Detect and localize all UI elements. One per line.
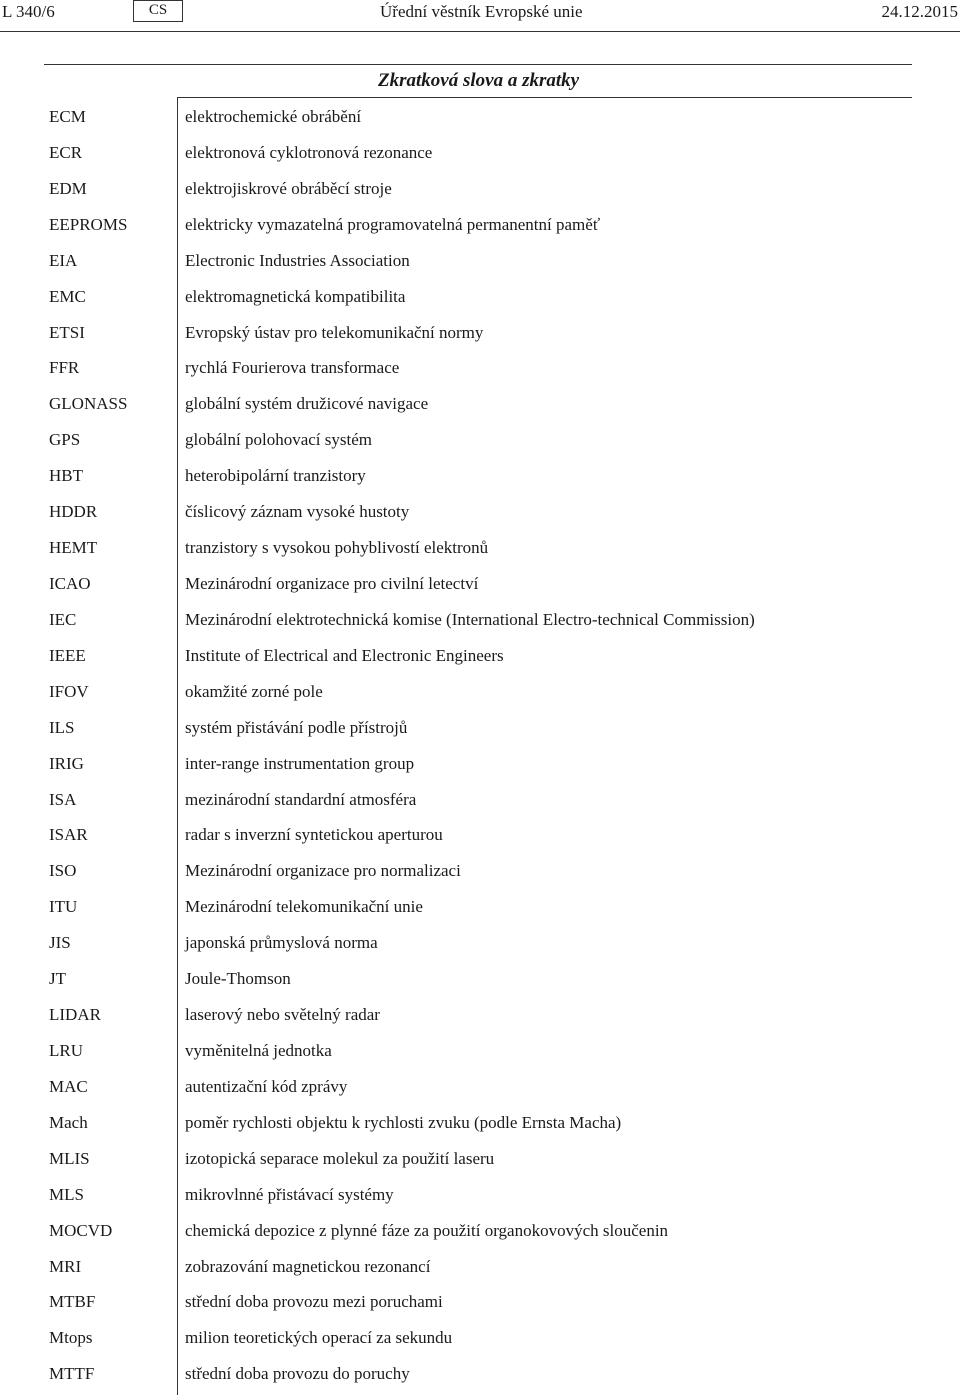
definition: číslicový záznam vysoké hustoty <box>185 502 410 522</box>
abbreviation: HBT <box>49 466 83 486</box>
definition: inter-range instrumentation group <box>185 753 415 773</box>
abbreviation: MAC <box>49 1076 88 1096</box>
abbreviation-table <box>0 99 960 1392</box>
definition: elektrojiskrové obráběcí stroje <box>185 178 392 198</box>
definition: elektrochemické obrábění <box>185 107 362 126</box>
table-row <box>0 602 960 638</box>
table-row <box>0 710 960 746</box>
table-row <box>0 1105 960 1141</box>
abbreviation: ETSI <box>49 322 85 342</box>
definition: globální polohovací systém <box>185 430 372 450</box>
abbreviation: ECM <box>49 107 86 126</box>
table-row <box>0 1356 960 1392</box>
table-row <box>0 1213 960 1249</box>
abbreviation: EEPROMS <box>49 214 128 234</box>
definition: střední doba provozu do poruchy <box>185 1364 410 1384</box>
table-row <box>0 638 960 674</box>
abbreviation: LRU <box>49 1040 83 1060</box>
definition: elektronová cyklotronová rezonance <box>185 142 433 162</box>
table-row <box>0 1141 960 1177</box>
definition: Electronic Industries Association <box>185 250 410 270</box>
table-row <box>0 207 960 243</box>
abbreviation: MTTF <box>49 1364 95 1384</box>
title-divider <box>177 97 912 98</box>
table-row <box>0 925 960 961</box>
abbreviation: ISA <box>49 789 77 809</box>
abbreviation: FFR <box>49 358 80 378</box>
abbreviation: JT <box>49 969 66 989</box>
table-row <box>0 1069 960 1105</box>
definition: globální systém družicové navigace <box>185 394 429 414</box>
definition: japonská průmyslová norma <box>185 933 378 953</box>
definition: systém přistávání podle přístrojů <box>185 717 408 737</box>
abbreviation: Mtops <box>49 1328 93 1348</box>
abbreviation: IEEE <box>49 645 86 665</box>
definition: Institute of Electrical and Electronic Engineers <box>185 645 504 665</box>
table-row <box>0 817 960 853</box>
abbreviation: IEC <box>49 609 77 629</box>
table-row <box>0 1249 960 1285</box>
table-row <box>0 458 960 494</box>
definition: poměr rychlosti objektu k rychlosti zvuku (podle Ernsta Macha) <box>185 1112 622 1132</box>
definition: střední doba provozu mezi poruchami <box>185 1292 443 1312</box>
abbreviation: ISAR <box>49 825 88 845</box>
definition: mikrovlnné přistávací systémy <box>185 1184 394 1204</box>
table-row <box>0 1320 960 1356</box>
abbreviation: MLIS <box>49 1148 90 1168</box>
table-row <box>0 494 960 530</box>
table-row <box>0 782 960 818</box>
page-header <box>0 0 960 34</box>
table-row <box>0 386 960 422</box>
definition: tranzistory s vysokou pohyblivostí elektronů <box>185 538 489 558</box>
definition: mezinárodní standardní atmosféra <box>185 789 417 809</box>
abbreviation: IFOV <box>49 681 89 701</box>
table-row <box>0 422 960 458</box>
definition: rychlá Fourierova transformace <box>185 358 400 378</box>
table-row <box>0 746 960 782</box>
abbreviation: LIDAR <box>49 1005 101 1025</box>
abbreviation: ILS <box>49 717 75 737</box>
abbreviation: ISO <box>49 861 77 881</box>
definition: heterobipolární tranzistory <box>185 466 366 486</box>
definition: izotopická separace molekul za použití laseru <box>185 1148 495 1168</box>
definition: laserový nebo světelný radar <box>185 1005 380 1025</box>
abbreviation: ITU <box>49 897 78 917</box>
table-row <box>0 279 960 315</box>
abbreviation: MOCVD <box>49 1220 113 1240</box>
abbreviation: HDDR <box>49 502 98 522</box>
abbreviation: GPS <box>49 430 81 450</box>
definition: okamžité zorné pole <box>185 681 323 701</box>
abbreviation: MTBF <box>49 1292 96 1312</box>
abbreviation: JIS <box>49 933 71 953</box>
table-top-rule <box>44 64 912 65</box>
definition: Joule-Thomson <box>185 969 291 989</box>
abbreviation: EIA <box>49 250 78 270</box>
definition: Mezinárodní organizace pro civilní letectví <box>185 573 479 593</box>
abbreviation: ECR <box>49 142 83 162</box>
table-row <box>0 566 960 602</box>
table-row <box>0 171 960 207</box>
definition: autentizační kód zprávy <box>185 1076 348 1096</box>
definition: vyměnitelná jednotka <box>185 1040 332 1060</box>
table-row <box>0 1177 960 1213</box>
abbreviation: GLONASS <box>49 394 128 414</box>
definition: chemická depozice z plynné fáze za použití organokovových sloučenin <box>185 1220 669 1240</box>
table-row <box>0 243 960 279</box>
table-row <box>0 997 960 1033</box>
abbreviation: HEMT <box>49 538 98 558</box>
table-row <box>0 99 960 135</box>
table-row <box>0 961 960 997</box>
definition: Mezinárodní organizace pro normalizaci <box>185 861 461 881</box>
definition: milion teoretických operací za sekundu <box>185 1328 453 1348</box>
abbreviation: EMC <box>49 286 86 306</box>
table-row <box>0 530 960 566</box>
abbreviation: MRI <box>49 1256 82 1276</box>
definition: Mezinárodní telekomunikační unie <box>185 897 423 917</box>
definition: elektricky vymazatelná programovatelná permanentní paměť <box>185 214 601 234</box>
abbreviation: IRIG <box>49 753 84 773</box>
table-row <box>0 889 960 925</box>
journal-title: Úřední věstník Evropské unie <box>380 2 583 21</box>
table-row <box>0 1033 960 1069</box>
table-row <box>0 350 960 386</box>
abbreviation: EDM <box>49 178 87 198</box>
table-row <box>0 1284 960 1320</box>
abbreviation: Mach <box>49 1112 88 1132</box>
abbreviation: MLS <box>49 1184 84 1204</box>
definition: zobrazování magnetickou rezonancí <box>185 1256 431 1276</box>
page-reference: L 340/6 <box>2 2 55 21</box>
publication-date: 24.12.2015 <box>881 2 958 21</box>
table-row <box>0 135 960 171</box>
definition: Mezinárodní elektrotechnická komise (International Electro-technical Commission) <box>185 609 755 629</box>
table-row <box>0 315 960 351</box>
definition: radar s inverzní syntetickou aperturou <box>185 825 443 845</box>
header-divider <box>0 31 960 32</box>
language-badge: CS <box>133 0 183 22</box>
definition: Evropský ústav pro telekomunikační normy <box>185 322 484 342</box>
definition: elektromagnetická kompatibilita <box>185 286 406 306</box>
abbreviation: ICAO <box>49 573 91 593</box>
table-row <box>0 853 960 889</box>
table-row <box>0 674 960 710</box>
section-title: Zkratková slova a zkratky <box>378 70 580 91</box>
